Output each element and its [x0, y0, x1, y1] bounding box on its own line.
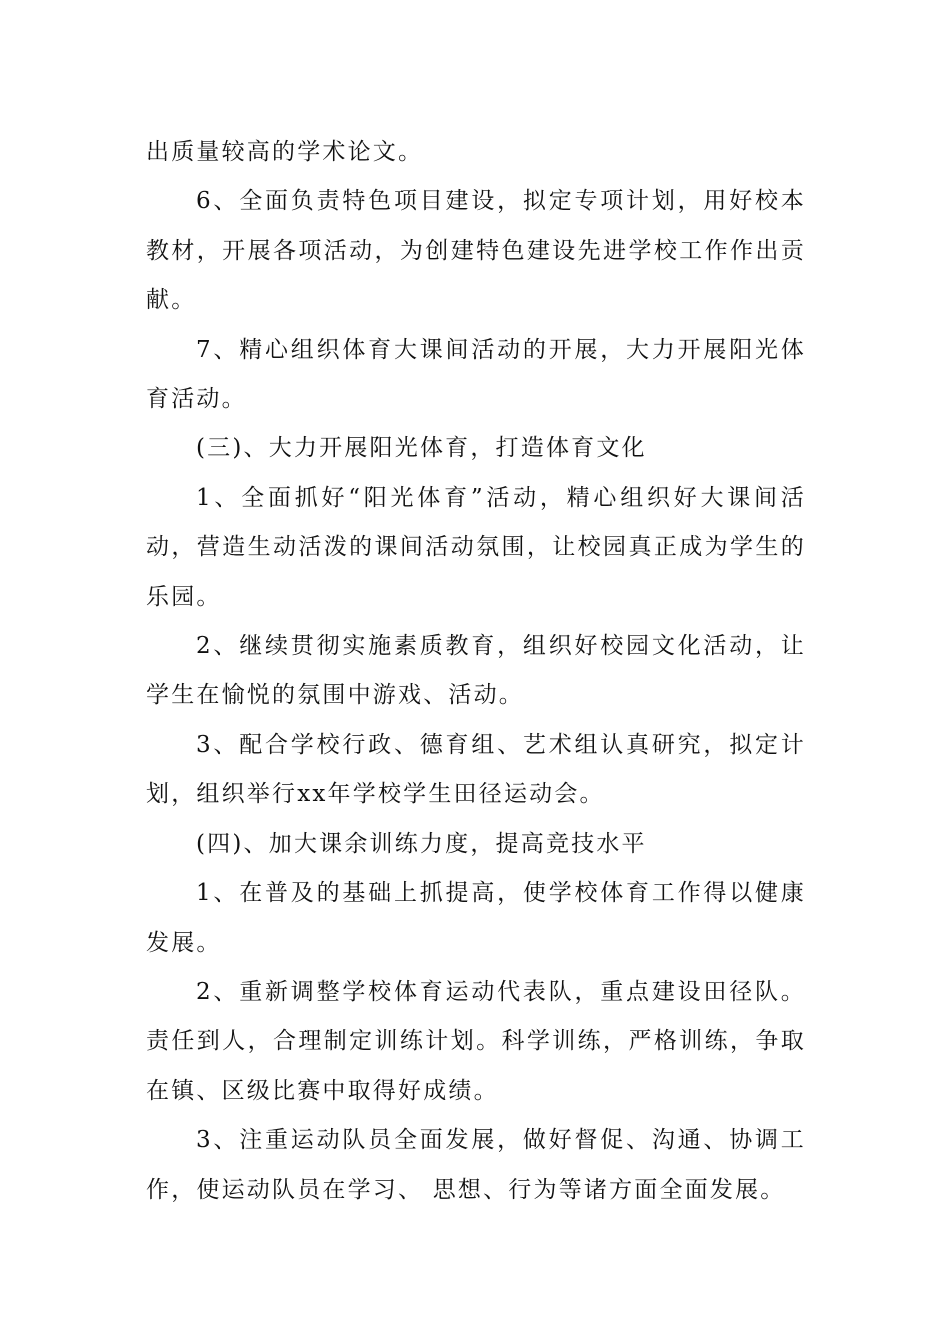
paragraph-section3-item-2: 2、继续贯彻实施素质教育，组织好校园文化活动，让学生在愉悦的氛围中游戏、活动。: [146, 633, 806, 709]
paragraph-section4-item-3: 3、注重运动队员全面发展，做好督促、沟通、协调工作，使运动队员在学习、 思想、行为等诸方面全面发展。: [146, 1127, 806, 1203]
paragraph-section4-item-2: 2、重新调整学校体育运动代表队，重点建设田径队。责任到人，合理制定训练计划。科学训练，严格训练，争取在镇、区级比赛中取得好成绩。: [146, 978, 806, 1104]
paragraph-continuation: 出质量较高的学术论文。: [146, 139, 424, 165]
paragraph-section3-item-3: 3、配合学校行政、德育组、艺术组认真研究，拟定计划，组织举行xx年学校学生田径运动会。: [146, 731, 806, 808]
section-heading-3: (三)、大力开展阳光体育，打造体育文化: [196, 435, 647, 462]
paragraph-item-7: 7、精心组织体育大课间活动的开展，大力开展阳光体育活动。: [146, 336, 806, 413]
document-body: [146, 128, 806, 1215]
paragraph-item-6: 6、全面负责特色项目建设，拟定专项计划，用好校本教材，开展各项活动，为创建特色建设先进学校工作作出贡献。: [146, 188, 806, 314]
paragraph-section3-item-1: 1、全面抓好“阳光体育”活动，精心组织好大课间活动，营造生动活泼的课间活动氛围，让校园真正成为学生的乐园。: [146, 484, 806, 610]
section-heading-4: (四)、加大课余训练力度，提高竞技水平: [196, 830, 647, 857]
paragraph-section4-item-1: 1、在普及的基础上抓提高，使学校体育工作得以健康发展。: [146, 880, 806, 956]
